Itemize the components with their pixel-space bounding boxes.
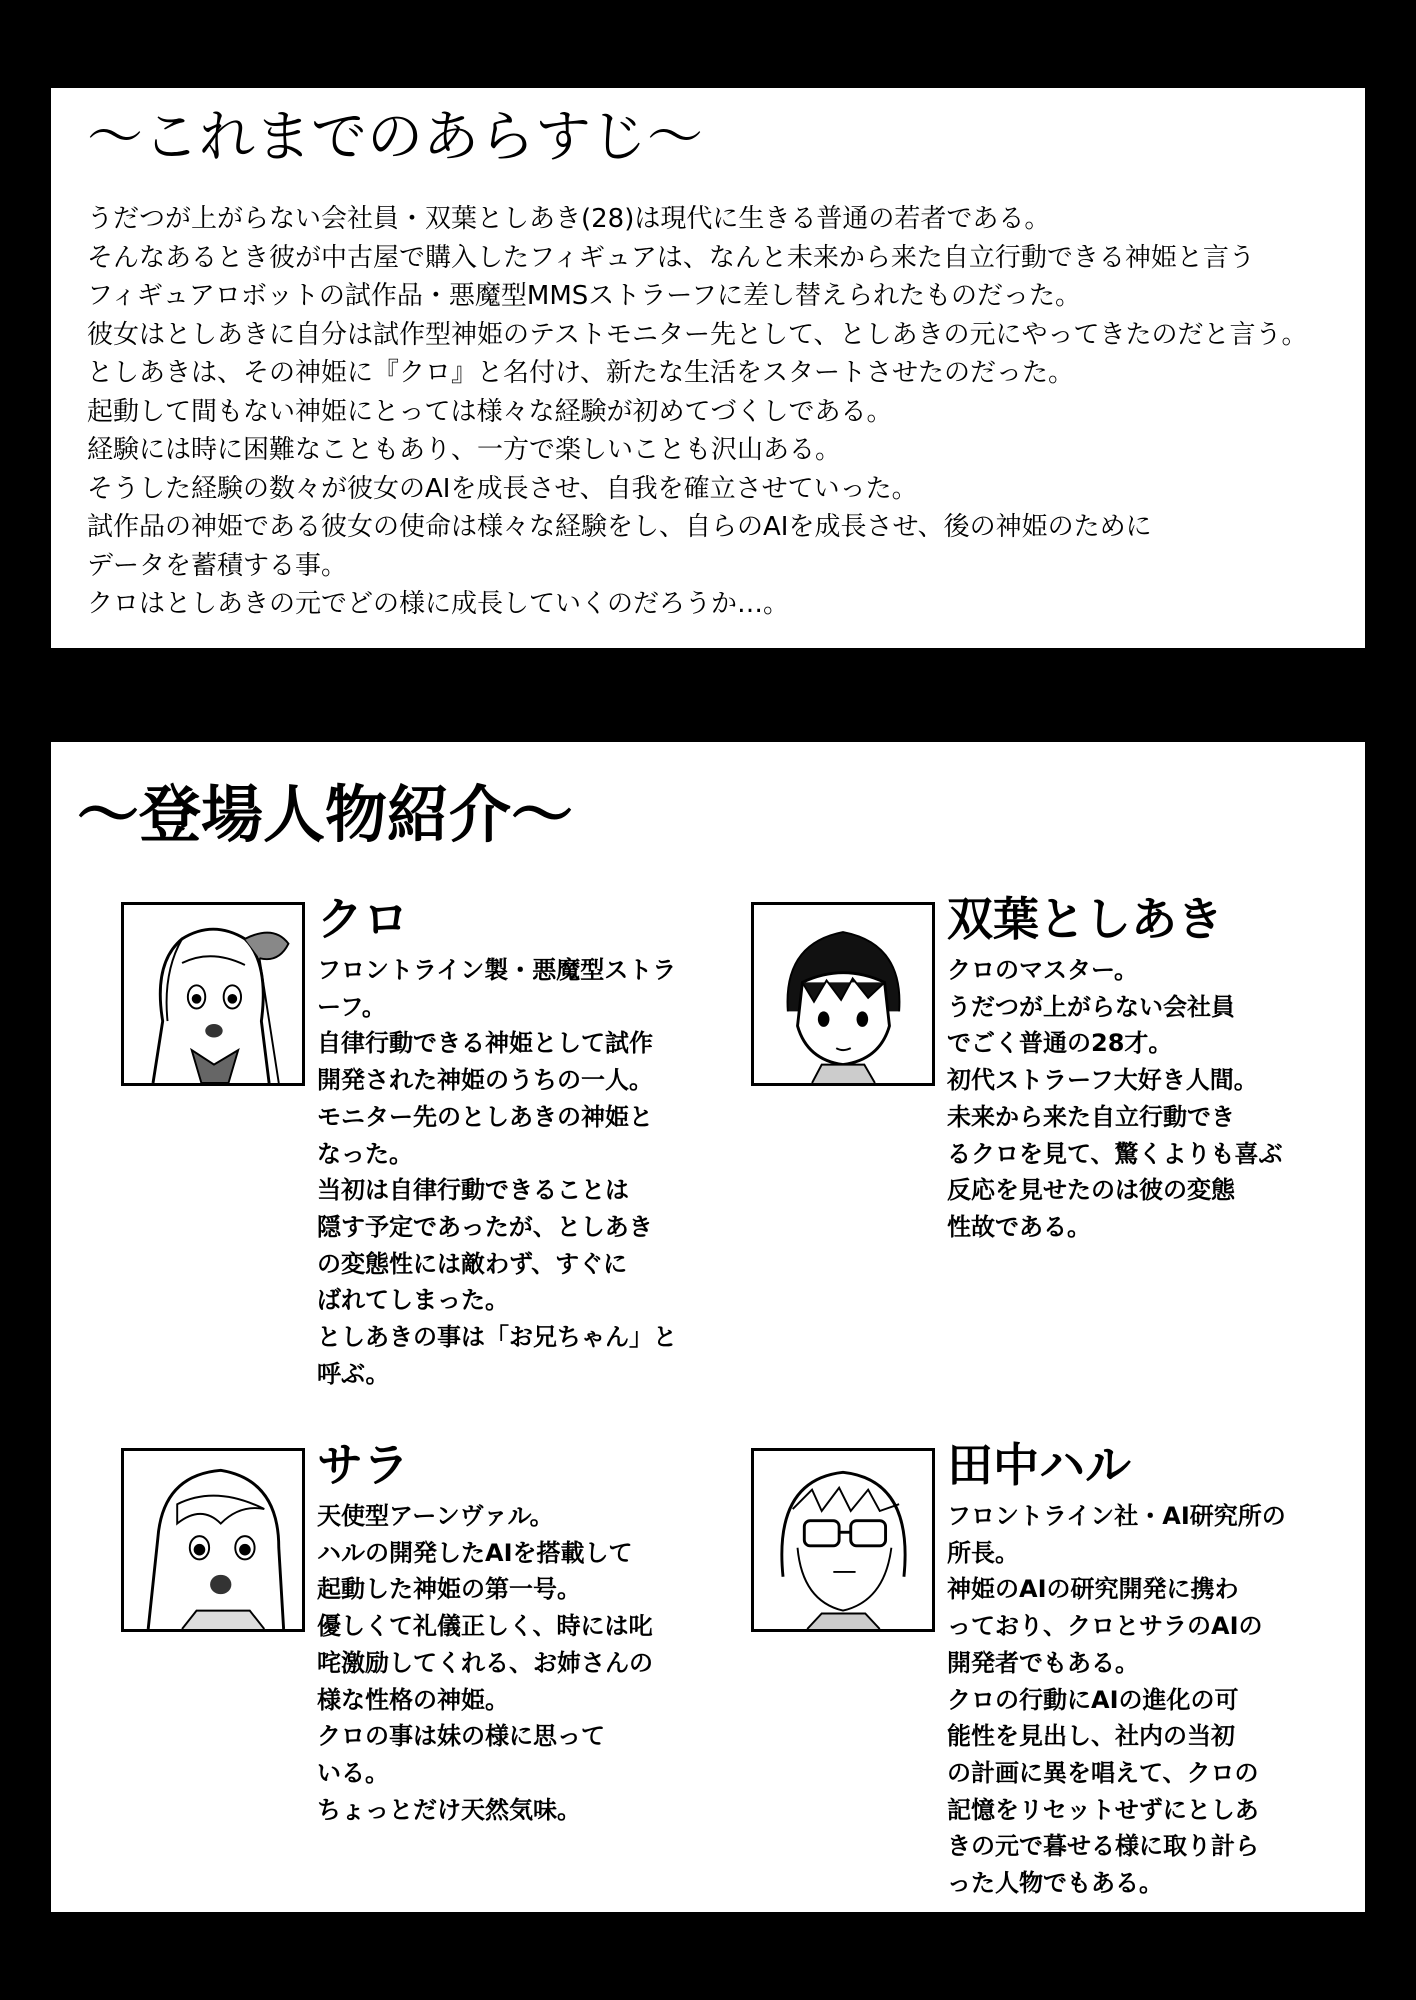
- haru-portrait: [751, 1448, 935, 1632]
- kuro-portrait-drawing: [124, 905, 302, 1083]
- synopsis-panel: [51, 88, 1365, 648]
- kuro-name: クロ: [317, 892, 409, 946]
- sara-description: 天使型アーンヴァル。 ハルの開発したAIを搭載して 起動した神姫の第一号。 優しくて礼儀正しく、時には叱 咤激励してくれる、お姉さんの 様な性格の神姫。 クロの事は妹の様に思って いる。 ちょっとだけ天然気味。: [317, 1502, 653, 1824]
- characters-title: 〜登場人物紹介〜: [77, 778, 574, 851]
- synopsis-body: うだつが上がらない会社員・双葉としあき(28)は現代に生きる普通の若者である。 そんなあるとき彼が中古屋で購入したフィギュアは、なんと未来から来た自立行動できる神姫と言う フィギュアロボットの試作品・悪魔型MMSストラーフに差し替えられたものだった。 彼女はとしあきに自分は試作型神姫のテストモニター先として、としあきの元にやってきたのだと言う。 としあきは、その神姫に『クロ』と名付け、新たな生活をスタートさせたのだった。 起動して間もない神姫にとっては様々な経験が初めてづくしである。 経験には時に困難なこともあり、一方で楽しいことも沢山ある。 そうした経験の数々が彼女のAIを成長させ、自我を確立させていった。 試作品の神姫である彼女の使命は様々な経験をし、自らのAIを成長させ、後の神姫のために データを蓄積する事。 クロはとしあきの元でどの様に成長していくのだろうか…。: [87, 204, 1308, 619]
- toshiaki-description: クロのマスター。 うだつが上がらない会社員 でごく普通の28才。 初代ストラーフ大好き人間。 未来から来た自立行動でき るクロを見て、驚くよりも喜ぶ 反応を見せたのは彼の変態 性故である。: [947, 956, 1283, 1241]
- sara-portrait-drawing: [124, 1451, 302, 1629]
- kuro-portrait: [121, 902, 305, 1086]
- haru-name: 田中ハル: [947, 1438, 1131, 1492]
- characters-panel: [51, 742, 1365, 1912]
- synopsis-title: 〜これまでのあらすじ〜: [87, 105, 703, 170]
- haru-portrait-drawing: [754, 1451, 932, 1629]
- toshiaki-name: 双葉としあき: [947, 892, 1223, 946]
- haru-description: フロントライン社・AI研究所の 所長。 神姫のAIの研究開発に携わ っており、クロとサラのAIの 開発者でもある。 クロの行動にAIの進化の可 能性を見出し、社内の当初 の計画に異を唱えて、クロの 記憶をリセットせずにとしあ きの元で暮せる様に取り計ら った人物でもある。: [947, 1502, 1286, 1898]
- sara-portrait: [121, 1448, 305, 1632]
- kuro-description: フロントライン製・悪魔型ストラ ーフ。 自律行動できる神姫として試作 開発された神姫のうちの一人。 モニター先のとしあきの神姫と なった。 当初は自律行動できることは 隠す予定であったが、としあき の変態性には敵わず、すぐに ばれてしまった。 としあきの事は「お兄ちゃん」と 呼ぶ。: [317, 956, 677, 1388]
- toshiaki-portrait: [751, 902, 935, 1086]
- toshiaki-portrait-drawing: [754, 905, 932, 1083]
- sara-name: サラ: [317, 1438, 409, 1492]
